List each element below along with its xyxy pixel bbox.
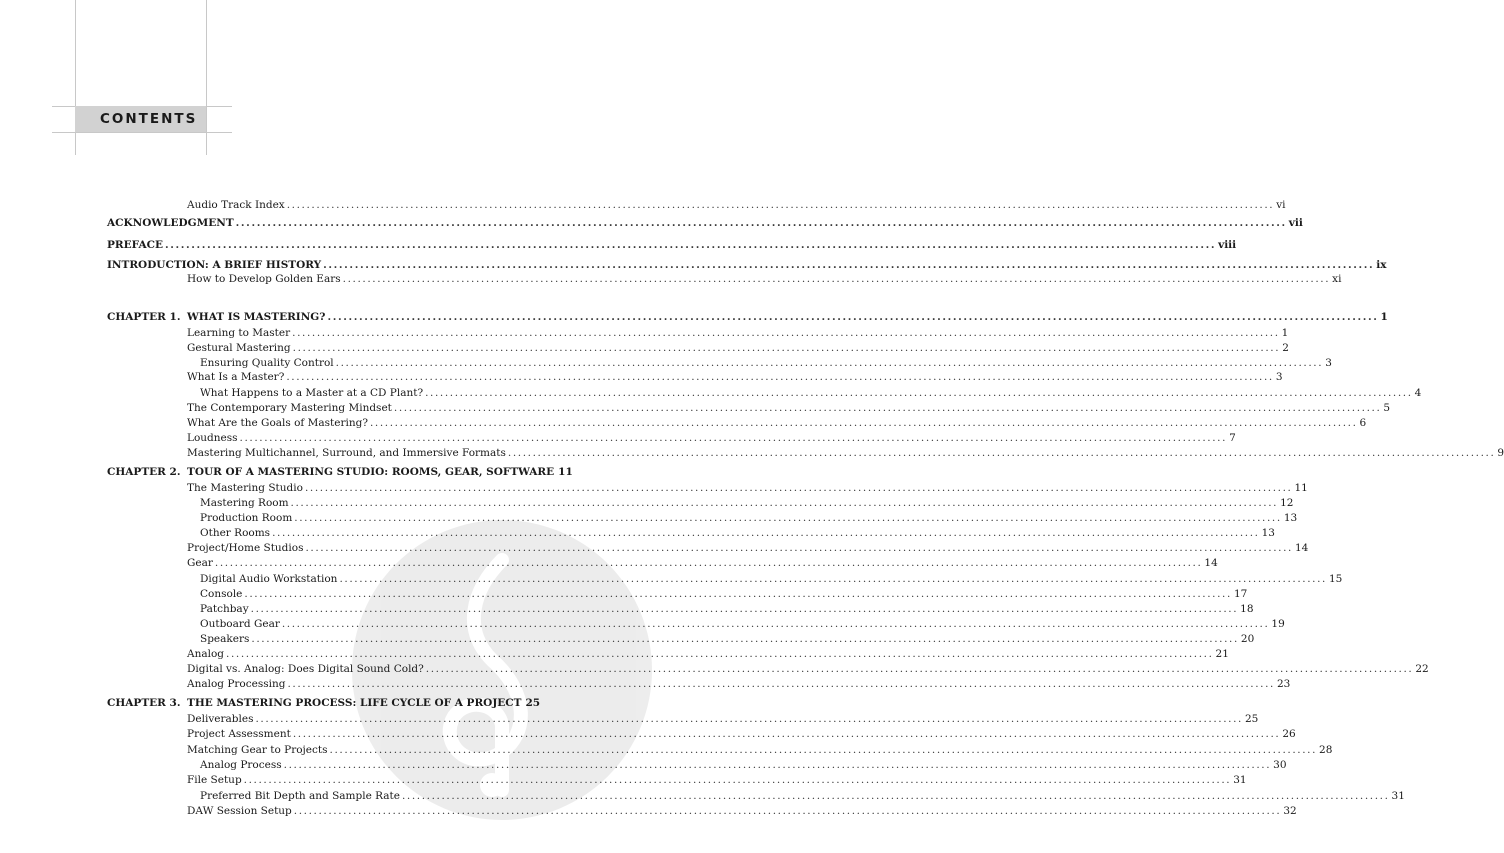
toc-entry-title: Analog Processing: [187, 678, 286, 690]
toc-entry[interactable]: [187, 727, 1296, 742]
dot-leader: [508, 446, 1496, 461]
dot-leader: [394, 401, 1382, 416]
toc-entry-page: 17: [1233, 588, 1248, 600]
toc-entry-title: What Are the Goals of Mastering?: [187, 417, 368, 429]
toc-entry-title: THE MASTERING PROCESS: LIFE CYCLE OF A PROJECT: [187, 697, 522, 709]
dot-leader: [425, 386, 1413, 401]
dot-leader: [284, 758, 1272, 773]
toc-entry[interactable]: [200, 789, 1405, 804]
toc-entry-title: Outboard Gear: [200, 618, 280, 630]
toc-entry-title: What Happens to a Master at a CD Plant?: [200, 387, 424, 399]
dot-leader: [305, 481, 1293, 496]
toc-entry-title: Mastering Multichannel, Surround, and Immersive Formats: [187, 447, 506, 459]
chapter-number: CHAPTER 2.: [107, 466, 181, 478]
toc-entry-title: ACKNOWLEDGMENT: [107, 217, 234, 229]
toc-entry[interactable]: [200, 587, 1248, 602]
toc-entry-page: 15: [1328, 573, 1343, 585]
dot-leader: [165, 238, 1216, 253]
toc-entry-page: 4: [1414, 387, 1422, 399]
toc-entry-page: 21: [1215, 648, 1229, 660]
toc-entry-title: Learning to Master: [187, 327, 291, 339]
dot-leader: [287, 198, 1275, 213]
dot-leader: [330, 743, 1318, 758]
toc-entry-page: ix: [1376, 259, 1387, 271]
dot-leader: [215, 556, 1203, 571]
toc-entry-title: Mastering Room: [200, 497, 289, 509]
toc-entry-page: 1: [1380, 311, 1388, 323]
dot-leader: [294, 511, 1282, 526]
dot-leader: [291, 496, 1279, 511]
dot-leader: [244, 773, 1232, 788]
toc-entry-title: Digital vs. Analog: Does Digital Sound Cold?: [187, 663, 424, 675]
toc-entry[interactable]: [187, 712, 1259, 727]
toc-entry-page: 26: [1282, 728, 1296, 740]
dot-leader: [426, 662, 1414, 677]
dot-leader: [323, 258, 1374, 273]
toc-entry-page: 32: [1283, 805, 1297, 817]
dot-leader: [282, 617, 1270, 632]
toc-entry[interactable]: [187, 310, 1388, 325]
toc-entry-page: 3: [1325, 357, 1332, 369]
toc-entry-page: vii: [1288, 217, 1303, 229]
dot-leader: [272, 526, 1260, 541]
toc-entry[interactable]: [187, 370, 1283, 385]
toc-entry[interactable]: [187, 743, 1333, 758]
toc-entry-title: Deliverables: [187, 713, 254, 725]
toc-entry-page: 31: [1391, 790, 1405, 802]
dot-leader: [336, 356, 1324, 371]
dot-leader: [244, 587, 1232, 602]
toc-entry-title: Console: [200, 588, 243, 600]
toc-entry-page: 23: [1277, 678, 1291, 690]
dot-leader: [294, 804, 1282, 819]
dot-leader: [402, 789, 1390, 804]
toc-entry[interactable]: [187, 198, 1286, 213]
toc-entry-title: Production Room: [200, 512, 293, 524]
toc-entry-page: 25: [525, 697, 541, 709]
dot-leader: [251, 632, 1239, 647]
toc-entry-title: Gestural Mastering: [187, 342, 291, 354]
toc-entry-page: 6: [1359, 417, 1367, 429]
toc-entry-title: Digital Audio Workstation: [200, 573, 338, 585]
toc-entry[interactable]: [200, 632, 1255, 647]
dot-leader: [293, 727, 1281, 742]
dot-leader: [339, 572, 1327, 587]
dot-leader: [370, 416, 1358, 431]
dot-leader: [240, 431, 1228, 446]
toc-entry[interactable]: [200, 511, 1298, 526]
toc-entry-page: 30: [1273, 759, 1287, 771]
toc-entry-title: PREFACE: [107, 239, 163, 251]
toc-entry-page: 18: [1240, 603, 1254, 615]
chapter-number: CHAPTER 3.: [107, 697, 181, 709]
toc-entry[interactable]: [187, 465, 573, 480]
toc-entry-title: Project/Home Studios: [187, 542, 304, 554]
toc-entry[interactable]: [200, 572, 1343, 587]
toc-entry[interactable]: [200, 602, 1254, 617]
toc-entry[interactable]: [187, 647, 1229, 662]
toc-entry-page: xi: [1332, 273, 1342, 285]
toc-entry[interactable]: [187, 416, 1367, 431]
toc-entry[interactable]: [187, 481, 1308, 496]
toc-entry-title: Other Rooms: [200, 527, 271, 539]
dot-leader: [251, 602, 1239, 617]
toc-entry-page: 12: [1280, 497, 1294, 509]
toc-entry-title: Gear: [187, 557, 213, 569]
toc-entry[interactable]: [200, 356, 1332, 371]
toc-entry-title: WHAT IS MASTERING?: [187, 311, 326, 323]
toc-entry-title: How to Develop Golden Ears: [187, 273, 341, 285]
toc-entry-page: 14: [1295, 542, 1309, 554]
toc-entry-title: INTRODUCTION: A BRIEF HISTORY: [107, 259, 322, 271]
dot-leader: [236, 216, 1287, 231]
toc-entry-title: Project Assessment: [187, 728, 291, 740]
toc-entry-title: The Contemporary Mastering Mindset: [187, 402, 392, 414]
toc-entry[interactable]: [200, 386, 1422, 401]
toc-entry-page: 13: [1283, 512, 1298, 524]
toc-entry[interactable]: [200, 617, 1285, 632]
toc-entry-title: Audio Track Index: [187, 199, 285, 211]
toc-entry-page: 7: [1229, 432, 1236, 444]
toc-entry-page: 13: [1261, 527, 1275, 539]
toc-entry[interactable]: [200, 758, 1287, 773]
toc-entry[interactable]: [107, 238, 1237, 253]
chapter-number: CHAPTER 1.: [107, 311, 181, 323]
dot-leader: [292, 326, 1280, 341]
toc-entry-page: viii: [1218, 239, 1237, 251]
page-title: CONTENTS: [100, 111, 198, 127]
toc-entry-title: Speakers: [200, 633, 250, 645]
toc-entry-title: File Setup: [187, 774, 242, 786]
dot-leader: [287, 677, 1275, 692]
toc-entry-page: 25: [1245, 713, 1259, 725]
toc-entry[interactable]: [187, 556, 1218, 571]
toc-entry-title: Patchbay: [200, 603, 249, 615]
toc-entry-title: The Mastering Studio: [187, 482, 303, 494]
toc-entry-title: Preferred Bit Depth and Sample Rate: [200, 790, 400, 802]
dot-leader: [305, 541, 1293, 556]
dot-leader: [293, 341, 1281, 356]
toc-entry-title: What Is a Master?: [187, 371, 285, 383]
toc-entry[interactable]: [187, 341, 1289, 356]
toc-entry[interactable]: [187, 401, 1391, 416]
toc-entry-title: Analog: [187, 648, 225, 660]
toc-entry-page: 5: [1383, 402, 1391, 414]
dot-leader: [226, 647, 1214, 662]
toc-entry[interactable]: [187, 326, 1289, 341]
dot-leader: [327, 310, 1378, 325]
toc-entry[interactable]: [187, 431, 1236, 446]
toc-entry[interactable]: [107, 258, 1387, 273]
toc-entry-title: Matching Gear to Projects: [187, 744, 328, 756]
toc-entry[interactable]: [107, 216, 1303, 231]
toc-entry-page: 2: [1282, 342, 1289, 354]
toc-entry[interactable]: [187, 446, 1504, 461]
toc-entry-title: DAW Session Setup: [187, 805, 292, 817]
toc-entry-page: vi: [1276, 199, 1286, 211]
toc-entry-page: 20: [1240, 633, 1255, 645]
toc-entry-page: 22: [1415, 663, 1429, 675]
toc-entry-title: Loudness: [187, 432, 238, 444]
toc-entry[interactable]: [187, 541, 1309, 556]
toc-entry-page: 9: [1497, 447, 1504, 459]
dot-leader: [255, 712, 1243, 727]
toc-entry-title: TOUR OF A MASTERING STUDIO: ROOMS, GEAR, SOFTWARE: [187, 466, 555, 478]
toc-entry-page: 19: [1271, 618, 1285, 630]
toc-entry-page: 14: [1204, 557, 1218, 569]
dot-leader: [286, 370, 1274, 385]
toc-entry[interactable]: [187, 677, 1291, 692]
toc-entry[interactable]: [187, 272, 1342, 287]
toc-entry-page: 28: [1319, 744, 1333, 756]
toc-entry-page: 31: [1233, 774, 1247, 786]
toc-entry[interactable]: [187, 804, 1297, 819]
toc-entry-title: Analog Process: [200, 759, 282, 771]
toc-entry[interactable]: [187, 696, 541, 711]
toc-entry[interactable]: [187, 662, 1429, 677]
toc-entry-title: Ensuring Quality Control: [200, 357, 334, 369]
toc-entry[interactable]: [200, 526, 1275, 541]
toc-entry-page: 3: [1275, 371, 1283, 383]
toc-entry-page: 1: [1281, 327, 1289, 339]
toc-entry[interactable]: [200, 496, 1294, 511]
dot-leader: [343, 272, 1331, 287]
toc-entry[interactable]: [187, 773, 1247, 788]
toc-entry-page: 11: [558, 466, 573, 478]
toc-entry-page: 11: [1294, 482, 1308, 494]
